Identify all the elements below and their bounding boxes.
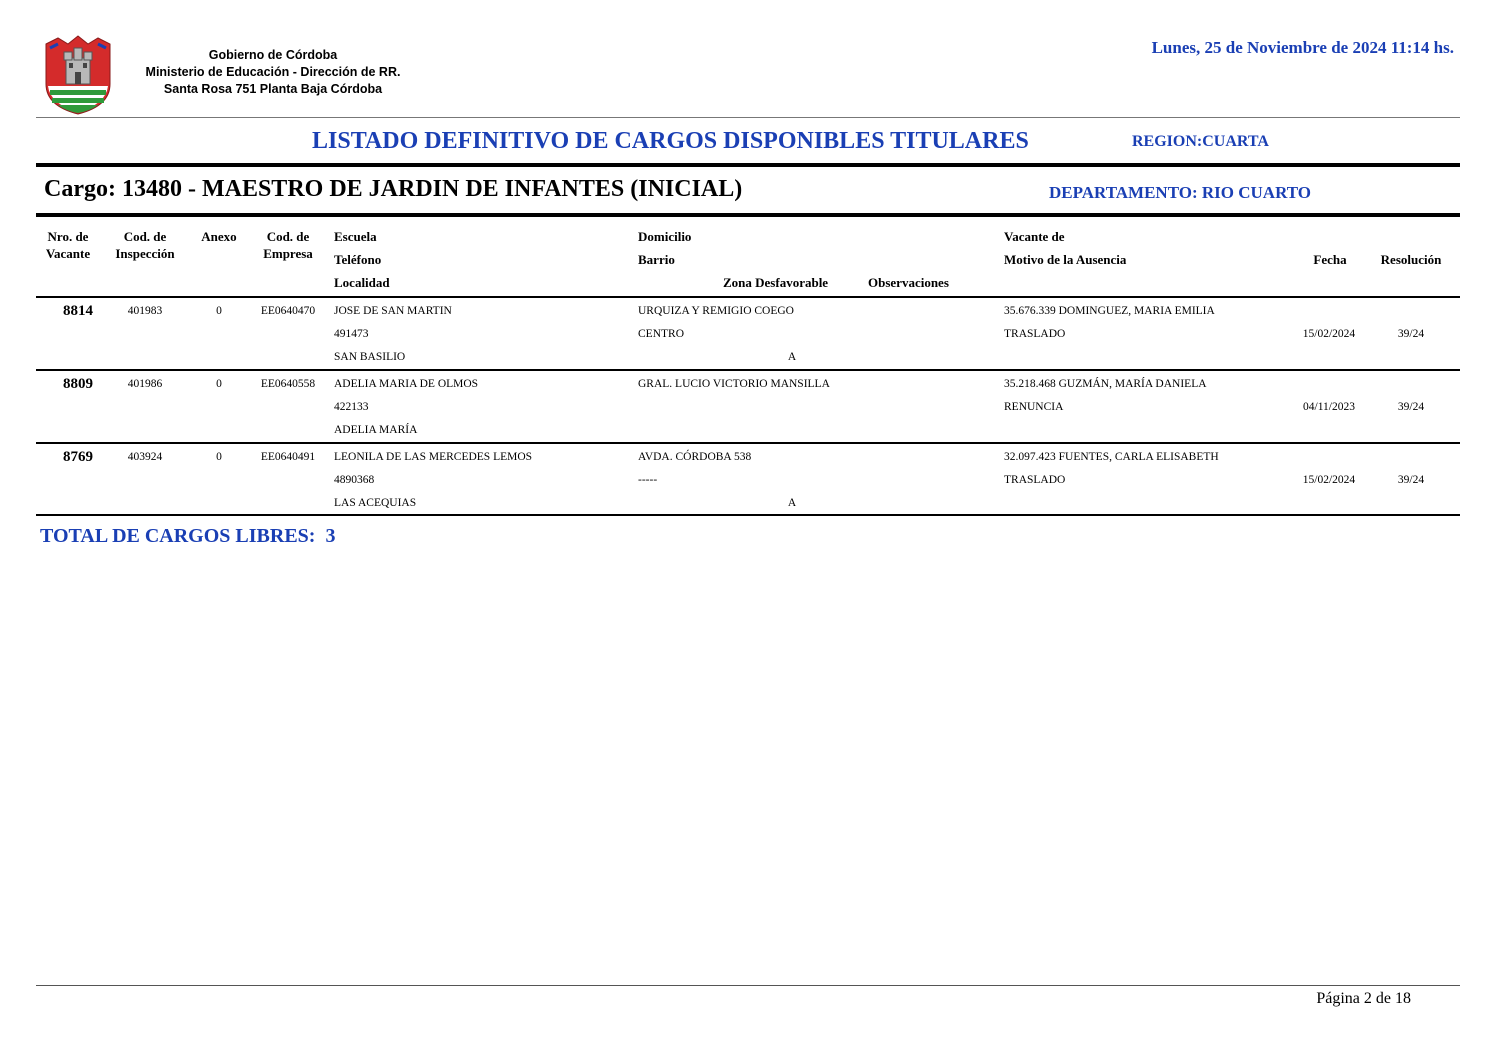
row-escuela: JOSE DE SAN MARTIN — [334, 305, 452, 317]
header-row-divider — [36, 296, 1460, 298]
gov-line-2: Ministerio de Educación - Dirección de RR. — [145, 65, 401, 79]
row-telefono: 491473 — [334, 328, 369, 340]
report-datetime: Lunes, 25 de Noviembre de 2024 11:14 hs. — [1151, 38, 1454, 57]
row-resolucion: 39/24 — [1397, 474, 1425, 486]
row-vacante: 35.676.339 DOMINGUEZ, MARIA EMILIA — [1004, 305, 1215, 317]
row-barrio: ----- — [638, 474, 658, 486]
row-anexo: 0 — [216, 305, 222, 317]
row-empresa: EE0640558 — [260, 378, 316, 390]
header-divider — [36, 117, 1460, 118]
government-header — [118, 47, 428, 98]
row-anexo: 0 — [216, 451, 222, 463]
row-inspeccion: 401983 — [127, 305, 163, 317]
gov-line-3: Santa Rosa 751 Planta Baja Córdoba — [163, 82, 383, 96]
departamento-label: DEPARTAMENTO: RIO CUARTO — [1049, 183, 1312, 202]
row-fecha: 15/02/2024 — [1302, 474, 1356, 486]
col-telefono: Teléfono — [334, 252, 382, 267]
page-number: Página 2 de 18 — [1316, 990, 1411, 1007]
report-title: LISTADO DEFINITIVO DE CARGOS DISPONIBLES TITULARES — [312, 128, 1029, 154]
row-localidad: LAS ACEQUIAS — [334, 497, 417, 509]
gov-line-1: Gobierno de Córdoba — [208, 48, 338, 62]
col-zona-desfavorable: Zona Desfavorable — [723, 275, 829, 290]
row-domicilio: URQUIZA Y REMIGIO COEGO — [638, 305, 794, 317]
row-divider — [36, 442, 1460, 444]
row-motivo: TRASLADO — [1004, 328, 1066, 340]
col-nro-vacante: Nro. de Vacante — [45, 229, 91, 261]
row-fecha: 04/11/2023 — [1303, 401, 1355, 413]
row-vacante: 35.218.468 GUZMÁN, MARÍA DANIELA — [1004, 378, 1207, 390]
row-telefono: 4890368 — [334, 474, 375, 486]
row-localidad: ADELIA MARÍA — [334, 424, 418, 436]
row-resolucion: 39/24 — [1397, 401, 1425, 413]
col-localidad: Localidad — [334, 275, 390, 290]
cordoba-coat-of-arms-logo — [38, 34, 118, 116]
row-nro: 8769 — [63, 449, 93, 465]
row-inspeccion: 403924 — [127, 451, 163, 463]
row-barrio: CENTRO — [638, 328, 684, 340]
row-empresa: EE0640470 — [260, 305, 316, 317]
col-vacante-de: Vacante de — [1004, 229, 1065, 244]
col-cod-inspeccion: Cod. de Inspección — [115, 229, 175, 261]
col-motivo: Motivo de la Ausencia — [1004, 252, 1127, 267]
col-resolucion: Resolución — [1380, 252, 1442, 267]
row-localidad: SAN BASILIO — [334, 351, 406, 363]
row-nro: 8809 — [63, 376, 93, 392]
table-bottom-divider — [36, 514, 1460, 516]
row-zona: A — [787, 351, 797, 363]
row-telefono: 422133 — [334, 401, 369, 413]
col-domicilio: Domicilio — [638, 229, 692, 244]
row-escuela: LEONILA DE LAS MERCEDES LEMOS — [334, 451, 533, 463]
row-nro: 8814 — [63, 303, 93, 319]
total-cargos-libres: TOTAL DE CARGOS LIBRES: 3 — [40, 525, 336, 547]
col-barrio: Barrio — [638, 252, 675, 267]
col-escuela: Escuela — [334, 229, 377, 244]
row-domicilio: AVDA. CÓRDOBA 538 — [638, 451, 752, 463]
row-fecha: 15/02/2024 — [1302, 328, 1356, 340]
row-motivo: RENUNCIA — [1004, 401, 1064, 413]
row-motivo: TRASLADO — [1004, 474, 1066, 486]
region-label: REGION:CUARTA — [1132, 133, 1269, 150]
row-zona: A — [787, 497, 797, 509]
row-divider — [36, 369, 1460, 371]
col-cod-empresa: Cod. de Empresa — [263, 229, 313, 261]
col-anexo: Anexo — [201, 229, 237, 244]
col-fecha: Fecha — [1313, 252, 1347, 267]
row-anexo: 0 — [216, 378, 222, 390]
row-empresa: EE0640491 — [260, 451, 316, 463]
footer-divider — [36, 985, 1460, 986]
col-observaciones: Observaciones — [868, 275, 949, 290]
cargo-title: Cargo: 13480 - MAESTRO DE JARDIN DE INFANTES (INICIAL) — [44, 176, 743, 202]
row-escuela: ADELIA MARIA DE OLMOS — [334, 378, 479, 390]
title-divider — [36, 163, 1460, 167]
row-inspeccion: 401986 — [127, 378, 163, 390]
row-vacante: 32.097.423 FUENTES, CARLA ELISABETH — [1004, 451, 1219, 463]
row-domicilio: GRAL. LUCIO VICTORIO MANSILLA — [638, 378, 830, 390]
cargo-divider — [36, 213, 1460, 217]
row-resolucion: 39/24 — [1397, 328, 1425, 340]
